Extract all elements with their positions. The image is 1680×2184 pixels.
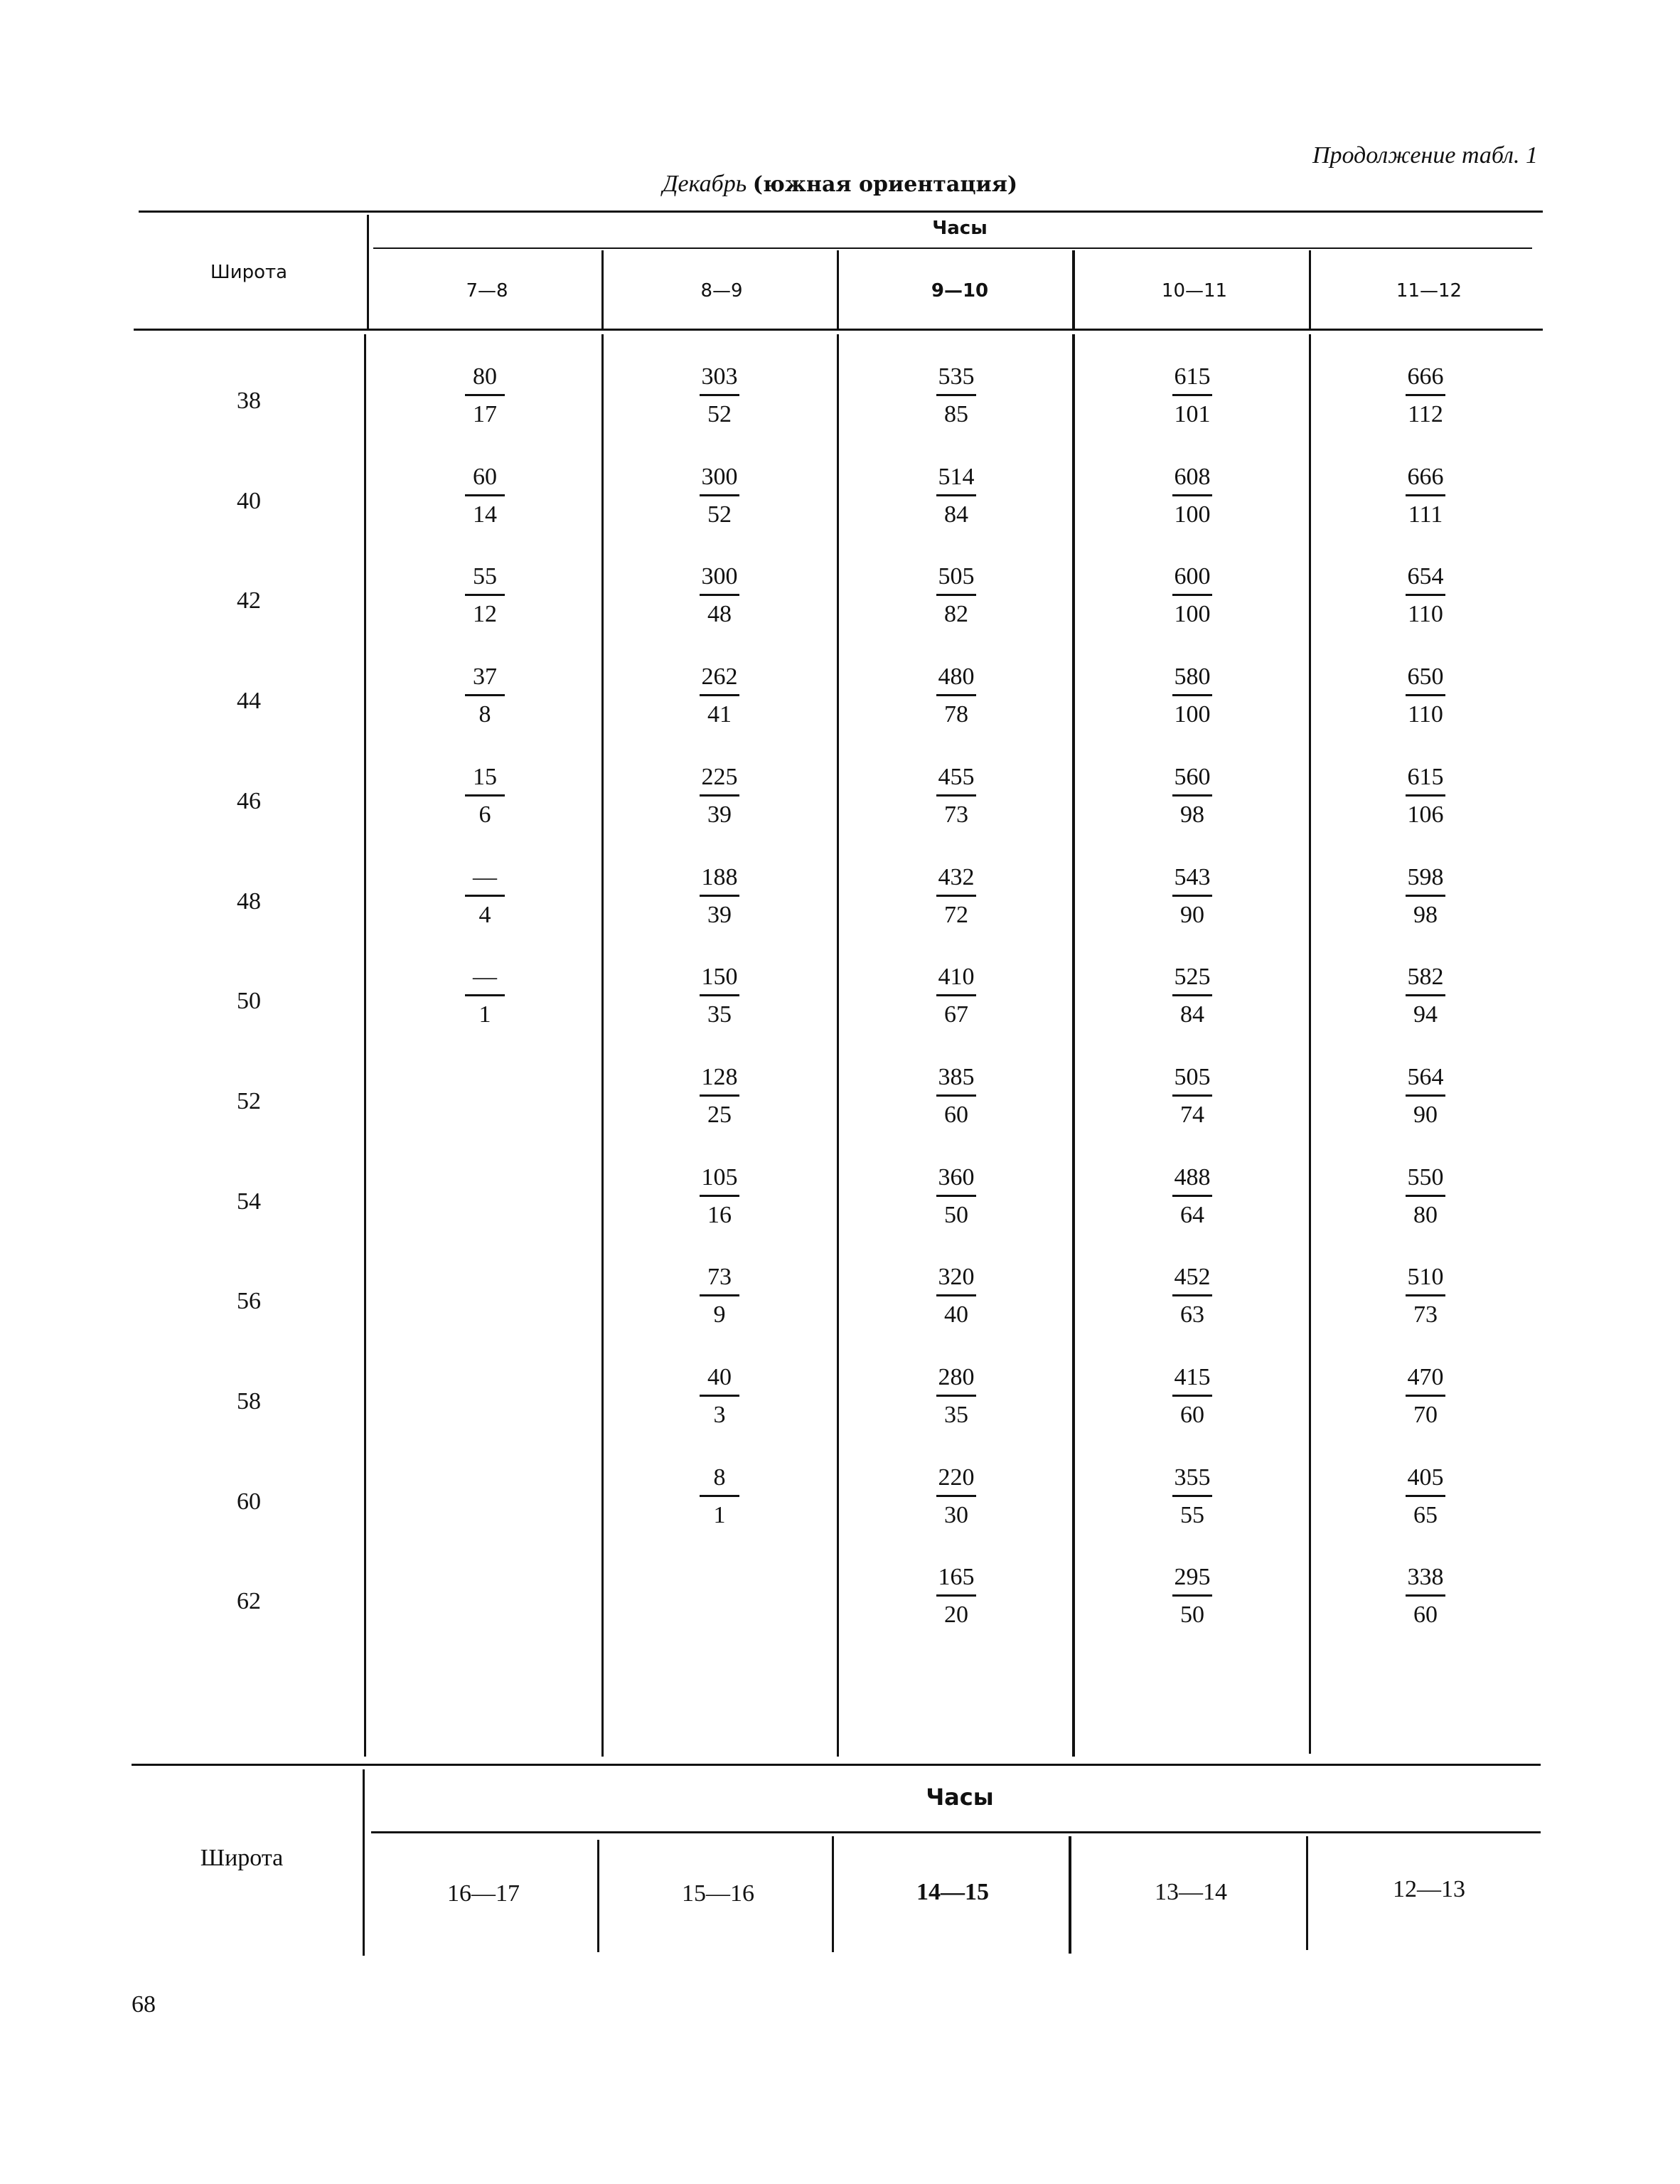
table-cell-fraction [677, 963, 762, 1029]
cell-numerator: 615 [1174, 363, 1211, 390]
rule-hours-underline [373, 247, 1532, 249]
cell-denominator: 35 [707, 1001, 732, 1028]
fraction-bar [1172, 794, 1212, 797]
cell-denominator: 110 [1408, 701, 1443, 728]
cell-denominator: 112 [1408, 401, 1443, 427]
table-cell-fraction [442, 663, 528, 729]
row-lat-44: 44 [237, 688, 261, 714]
fraction-bar [700, 1094, 739, 1097]
fraction-bar [936, 1594, 976, 1597]
fraction-bar [1172, 394, 1212, 396]
cell-denominator: 84 [1180, 1001, 1204, 1028]
table-cell-fraction [914, 563, 999, 629]
vrule-col1-header [601, 250, 604, 329]
page-number: 68 [132, 1991, 156, 2018]
cell-numerator: 262 [701, 664, 738, 690]
cell-denominator: 35 [944, 1402, 968, 1428]
fraction-bar [936, 994, 976, 996]
vrule-col1-bottom [597, 1840, 599, 1952]
header-col-1: 7—8 [466, 280, 508, 302]
fraction-bar [1172, 594, 1212, 596]
table-cell-fraction [442, 563, 528, 629]
table-cell-fraction [1383, 463, 1468, 529]
cell-numerator: 128 [701, 1064, 738, 1090]
bottom-header-col-3: 14—15 [916, 1879, 989, 1905]
table-cell-fraction [1150, 863, 1235, 929]
table-cell-fraction [1383, 963, 1468, 1029]
header-col-2: 8—9 [700, 280, 743, 302]
bottom-header-col-5: 12—13 [1393, 1876, 1465, 1902]
fraction-bar [1406, 494, 1445, 496]
caption-orientation: (южная ориентация) [752, 172, 1018, 197]
table-cell-fraction [914, 363, 999, 429]
row-lat-58: 58 [237, 1388, 261, 1415]
cell-numerator: 385 [938, 1064, 975, 1090]
fraction-bar [465, 994, 505, 996]
cell-numerator: 650 [1407, 664, 1444, 690]
vrule-col3-bottom [1069, 1836, 1071, 1954]
table-cell-fraction [914, 963, 999, 1029]
cell-denominator: 9 [713, 1301, 726, 1328]
cell-numerator: 564 [1407, 1064, 1444, 1090]
table-cell-fraction [1383, 863, 1468, 929]
cell-numerator: 505 [938, 563, 975, 590]
cell-numerator: 73 [707, 1264, 732, 1290]
bottom-header-col-4: 13—14 [1155, 1879, 1227, 1905]
cell-denominator: 101 [1174, 401, 1211, 427]
table-cell-fraction [677, 863, 762, 929]
table-cell-fraction [1150, 1263, 1235, 1329]
fraction-bar [465, 494, 505, 496]
table-cell-fraction [1383, 663, 1468, 729]
table-cell-fraction [677, 563, 762, 629]
table-cell-fraction [914, 1464, 999, 1530]
table-cell-fraction [1150, 1563, 1235, 1629]
fraction-bar [700, 1395, 739, 1397]
table-continuation-label: Продолжение табл. 1 [1312, 142, 1538, 169]
fraction-bar [1406, 594, 1445, 596]
cell-denominator: 78 [944, 701, 968, 728]
caption-month: Декабрь [662, 171, 747, 197]
cell-denominator: 39 [707, 902, 732, 928]
fraction-bar [465, 694, 505, 696]
cell-numerator: 654 [1407, 563, 1444, 590]
fraction-bar [1406, 794, 1445, 797]
fraction-bar [1406, 1094, 1445, 1097]
cell-denominator: 110 [1408, 601, 1443, 627]
fraction-bar [700, 1195, 739, 1197]
cell-numerator: 220 [938, 1464, 975, 1491]
cell-numerator: 598 [1407, 864, 1444, 890]
fraction-bar [1406, 994, 1445, 996]
fraction-bar [1172, 1395, 1212, 1397]
cell-denominator: 4 [478, 902, 491, 928]
cell-numerator: 80 [473, 363, 497, 390]
cell-numerator: 415 [1174, 1364, 1211, 1390]
fraction-bar [936, 794, 976, 797]
cell-denominator: 55 [1180, 1502, 1204, 1528]
fraction-bar [1406, 694, 1445, 696]
cell-numerator: 40 [707, 1364, 732, 1390]
vrule-col2 [837, 334, 839, 1757]
cell-denominator: 74 [1180, 1102, 1204, 1128]
fraction-bar [936, 694, 976, 696]
cell-denominator: 8 [478, 701, 491, 728]
cell-numerator: 505 [1174, 1064, 1211, 1090]
cell-numerator: 355 [1174, 1464, 1211, 1491]
table-cell-fraction [1383, 563, 1468, 629]
table-cell-fraction [677, 1263, 762, 1329]
cell-denominator: 64 [1180, 1202, 1204, 1228]
cell-numerator: 455 [938, 764, 975, 790]
table-cell-fraction [677, 363, 762, 429]
fraction-bar [700, 994, 739, 996]
cell-numerator: 452 [1174, 1264, 1211, 1290]
fraction-bar [936, 895, 976, 897]
table-cell-fraction [677, 1464, 762, 1530]
fraction-bar [1406, 1294, 1445, 1296]
cell-numerator: 582 [1407, 964, 1444, 990]
cell-numerator: 666 [1407, 464, 1444, 490]
cell-denominator: 17 [473, 401, 497, 427]
cell-numerator: 300 [701, 563, 738, 590]
table-cell-fraction [442, 363, 528, 429]
cell-denominator: 98 [1413, 902, 1438, 928]
fraction-bar [1406, 1195, 1445, 1197]
cell-numerator: 560 [1174, 764, 1211, 790]
row-lat-54: 54 [237, 1188, 261, 1215]
table-cell-fraction [1150, 763, 1235, 829]
cell-numerator: — [473, 964, 497, 990]
cell-numerator: 360 [938, 1164, 975, 1190]
table-cell-fraction [1150, 963, 1235, 1029]
fraction-bar [700, 1495, 739, 1497]
rule-top [139, 211, 1543, 213]
bottom-header-latitude-label: Широта [200, 1845, 284, 1871]
cell-denominator: 30 [944, 1502, 968, 1528]
cell-denominator: 100 [1174, 501, 1211, 528]
table-cell-fraction [1150, 1363, 1235, 1429]
fraction-bar [1406, 1594, 1445, 1597]
cell-denominator: 60 [944, 1102, 968, 1128]
rule-bottom-header-top [132, 1764, 1541, 1766]
cell-denominator: 63 [1180, 1301, 1204, 1328]
vrule-col3 [1072, 334, 1075, 1757]
table-cell-fraction [1150, 1464, 1235, 1530]
cell-numerator: 480 [938, 664, 975, 690]
cell-denominator: 1 [713, 1502, 726, 1528]
rule-header-bottom [134, 329, 1543, 331]
fraction-bar [700, 594, 739, 596]
fraction-bar [1406, 1395, 1445, 1397]
table-cell-fraction [1383, 1363, 1468, 1429]
cell-denominator: 6 [478, 801, 491, 828]
cell-denominator: 40 [944, 1301, 968, 1328]
cell-numerator: 580 [1174, 664, 1211, 690]
fraction-bar [465, 794, 505, 797]
cell-numerator: 303 [701, 363, 738, 390]
fraction-bar [700, 394, 739, 396]
cell-denominator: 48 [707, 601, 732, 627]
cell-numerator: 514 [938, 464, 975, 490]
cell-numerator: 15 [473, 764, 497, 790]
cell-numerator: 666 [1407, 363, 1444, 390]
vrule-col1 [601, 334, 604, 1757]
cell-denominator: 3 [713, 1402, 726, 1428]
table-cell-fraction [914, 1563, 999, 1629]
cell-numerator: 300 [701, 464, 738, 490]
fraction-bar [1406, 895, 1445, 897]
fraction-bar [700, 1294, 739, 1296]
table-cell-fraction [442, 463, 528, 529]
fraction-bar [1406, 394, 1445, 396]
cell-numerator: 432 [938, 864, 975, 890]
cell-denominator: 12 [473, 601, 497, 627]
bottom-header-col-2: 15—16 [682, 1880, 754, 1907]
fraction-bar [1172, 1594, 1212, 1597]
row-lat-40: 40 [237, 488, 261, 514]
cell-denominator: 111 [1408, 501, 1443, 528]
cell-numerator: 8 [713, 1464, 726, 1491]
fraction-bar [700, 895, 739, 897]
cell-denominator: 70 [1413, 1402, 1438, 1428]
header-latitude-label: Широта [210, 262, 288, 283]
rule-bottom-hours-underline [371, 1831, 1541, 1833]
cell-numerator: 525 [1174, 964, 1211, 990]
vrule-lat [364, 334, 366, 1757]
cell-numerator: 280 [938, 1364, 975, 1390]
cell-numerator: 608 [1174, 464, 1211, 490]
row-lat-48: 48 [237, 888, 261, 915]
cell-denominator: 100 [1174, 601, 1211, 627]
row-lat-60: 60 [237, 1488, 261, 1515]
cell-denominator: 50 [1180, 1602, 1204, 1628]
cell-denominator: 14 [473, 501, 497, 528]
cell-numerator: 188 [701, 864, 738, 890]
table-cell-fraction [442, 863, 528, 929]
table-cell-fraction [914, 763, 999, 829]
row-lat-50: 50 [237, 988, 261, 1014]
header-col-5: 11—12 [1396, 280, 1462, 302]
vrule-col2-bottom [832, 1836, 834, 1952]
cell-numerator: 320 [938, 1264, 975, 1290]
table-cell-fraction [914, 463, 999, 529]
cell-denominator: 106 [1407, 801, 1444, 828]
table-cell-fraction [442, 763, 528, 829]
cell-numerator: 470 [1407, 1364, 1444, 1390]
cell-denominator: 41 [707, 701, 732, 728]
cell-denominator: 60 [1180, 1402, 1204, 1428]
table-cell-fraction [914, 1163, 999, 1230]
table-cell-fraction [1383, 1263, 1468, 1329]
cell-numerator: 543 [1174, 864, 1211, 890]
cell-numerator: 105 [701, 1164, 738, 1190]
row-lat-42: 42 [237, 587, 261, 614]
table-cell-fraction [677, 1363, 762, 1429]
bottom-header-hours-label: Часы [926, 1784, 994, 1811]
table-cell-fraction [1150, 663, 1235, 729]
bottom-header-col-1: 16—17 [447, 1880, 520, 1907]
fraction-bar [465, 394, 505, 396]
table-cell-fraction [1150, 1063, 1235, 1129]
fraction-bar [936, 1294, 976, 1296]
row-lat-62: 62 [237, 1588, 261, 1614]
table-cell-fraction [1150, 463, 1235, 529]
table-cell-fraction [1383, 1563, 1468, 1629]
table-cell-fraction [1383, 1063, 1468, 1129]
cell-denominator: 85 [944, 401, 968, 427]
cell-denominator: 98 [1180, 801, 1204, 828]
table-cell-fraction [442, 963, 528, 1029]
fraction-bar [1172, 994, 1212, 996]
table-cell-fraction [677, 763, 762, 829]
cell-denominator: 16 [707, 1202, 732, 1228]
table-cell-fraction [1150, 1163, 1235, 1230]
cell-numerator: 550 [1407, 1164, 1444, 1190]
row-lat-46: 46 [237, 788, 261, 814]
cell-denominator: 50 [944, 1202, 968, 1228]
fraction-bar [700, 694, 739, 696]
fraction-bar [936, 594, 976, 596]
cell-numerator: 55 [473, 563, 497, 590]
cell-numerator: 410 [938, 964, 975, 990]
fraction-bar [936, 1495, 976, 1497]
table-cell-fraction [677, 1163, 762, 1230]
cell-numerator: 37 [473, 664, 497, 690]
cell-denominator: 60 [1413, 1602, 1438, 1628]
cell-numerator: 225 [701, 764, 738, 790]
cell-numerator: 488 [1174, 1164, 1211, 1190]
vrule-col4-header [1309, 250, 1311, 329]
table-cell-fraction [914, 1063, 999, 1129]
cell-numerator: 165 [938, 1564, 975, 1590]
fraction-bar [465, 594, 505, 596]
cell-denominator: 100 [1174, 701, 1211, 728]
fraction-bar [1172, 1195, 1212, 1197]
vrule-col2-header [837, 250, 839, 329]
cell-denominator: 82 [944, 601, 968, 627]
cell-denominator: 20 [944, 1602, 968, 1628]
cell-numerator: 150 [701, 964, 738, 990]
table-cell-fraction [1383, 363, 1468, 429]
header-col-4: 10—11 [1161, 280, 1228, 302]
table-cell-fraction [1150, 363, 1235, 429]
vrule-col3-header [1072, 250, 1075, 329]
cell-denominator: 65 [1413, 1502, 1438, 1528]
cell-numerator: 600 [1174, 563, 1211, 590]
cell-denominator: 72 [944, 902, 968, 928]
header-hours-label: Часы [932, 218, 988, 239]
table-caption [0, 171, 1680, 198]
cell-denominator: 90 [1413, 1102, 1438, 1128]
row-lat-38: 38 [237, 388, 261, 414]
vrule-col4 [1309, 334, 1311, 1754]
header-col-3: 9—10 [931, 280, 989, 302]
table-cell-fraction [677, 463, 762, 529]
fraction-bar [1172, 895, 1212, 897]
table-cell-fraction [914, 663, 999, 729]
table-cell-fraction [677, 1063, 762, 1129]
cell-numerator: 535 [938, 363, 975, 390]
table-cell-fraction [1383, 1163, 1468, 1230]
fraction-bar [936, 1094, 976, 1097]
row-lat-52: 52 [237, 1088, 261, 1114]
cell-denominator: 80 [1413, 1202, 1438, 1228]
cell-numerator: 510 [1407, 1264, 1444, 1290]
table-cell-fraction [1383, 763, 1468, 829]
fraction-bar [1172, 1495, 1212, 1497]
fraction-bar [1172, 1294, 1212, 1296]
fraction-bar [1172, 1094, 1212, 1097]
fraction-bar [1172, 494, 1212, 496]
cell-denominator: 52 [707, 501, 732, 528]
table-cell-fraction [914, 1263, 999, 1329]
table-cell-fraction [1383, 1464, 1468, 1530]
cell-denominator: 84 [944, 501, 968, 528]
vrule-lat-header [367, 215, 369, 329]
fraction-bar [465, 895, 505, 897]
table-cell-fraction [1150, 563, 1235, 629]
fraction-bar [700, 494, 739, 496]
cell-denominator: 1 [478, 1001, 491, 1028]
fraction-bar [936, 394, 976, 396]
cell-denominator: 67 [944, 1001, 968, 1028]
cell-denominator: 73 [944, 801, 968, 828]
cell-numerator: 405 [1407, 1464, 1444, 1491]
cell-denominator: 39 [707, 801, 732, 828]
table-cell-fraction [914, 1363, 999, 1429]
cell-denominator: 73 [1413, 1301, 1438, 1328]
fraction-bar [1406, 1495, 1445, 1497]
cell-numerator: 60 [473, 464, 497, 490]
cell-denominator: 25 [707, 1102, 732, 1128]
cell-numerator: — [473, 864, 497, 890]
vrule-col4-bottom [1306, 1836, 1308, 1950]
cell-denominator: 90 [1180, 902, 1204, 928]
row-lat-56: 56 [237, 1288, 261, 1314]
fraction-bar [700, 794, 739, 797]
cell-numerator: 338 [1407, 1564, 1444, 1590]
fraction-bar [1172, 694, 1212, 696]
table-cell-fraction [914, 863, 999, 929]
cell-numerator: 615 [1407, 764, 1444, 790]
fraction-bar [936, 1195, 976, 1197]
cell-numerator: 295 [1174, 1564, 1211, 1590]
cell-denominator: 94 [1413, 1001, 1438, 1028]
cell-denominator: 52 [707, 401, 732, 427]
table-cell-fraction [677, 663, 762, 729]
fraction-bar [936, 1395, 976, 1397]
vrule-lat-bottom [363, 1769, 365, 1956]
fraction-bar [936, 494, 976, 496]
